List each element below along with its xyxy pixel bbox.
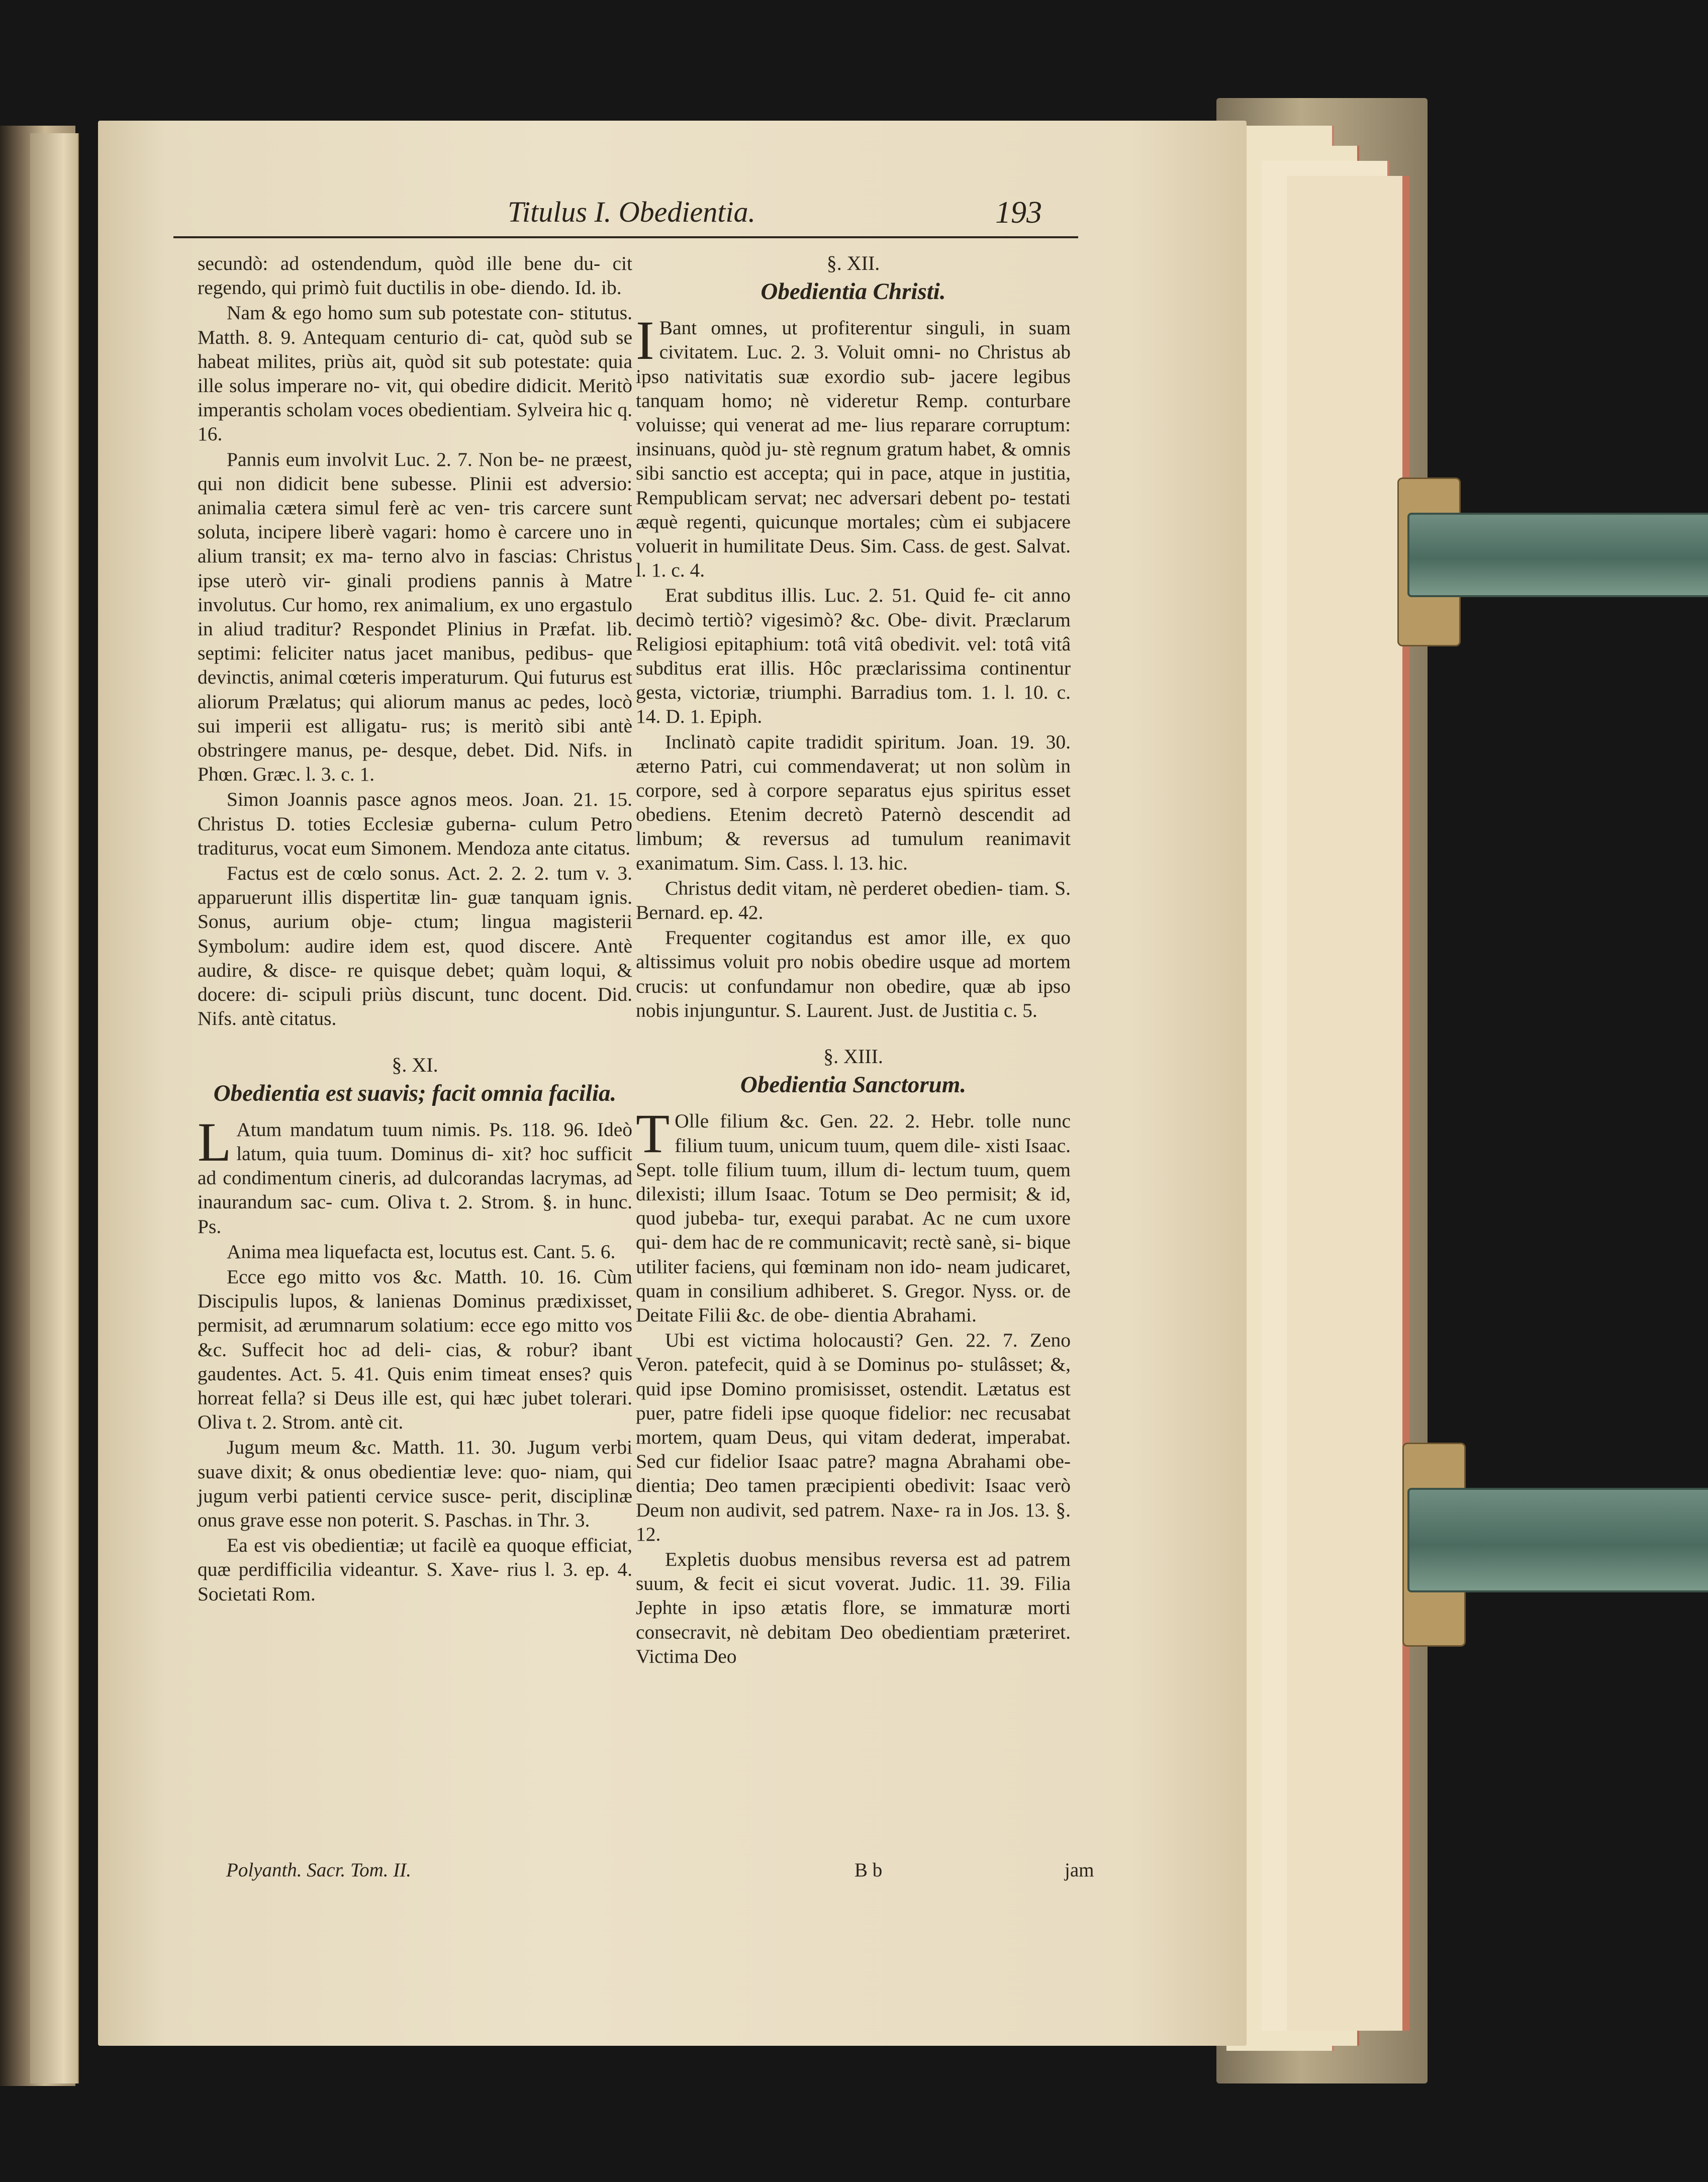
- page-fore-edge: [1287, 176, 1409, 2031]
- paragraph: Ea est vis obedientiæ; ut facilè ea quoque efficiat, quæ perdifficilia videantur. S. Xave- rius l. 3. ep. 4. Societati Rom.: [198, 1534, 632, 1605]
- running-head: Titulus I. Obedientia.: [508, 196, 755, 228]
- header-rule: [173, 236, 1078, 238]
- paragraph: Nam & ego homo sum sub potestate con- stitutus. Matth. 8. 9. Antequam centurio di- cat, quòd sub se habeat milites, priùs ait, quòd sit sub potestate: quia ille solus imperare no- vit, qui obedire didicit. Meritò imperantis scholam voces obedientiam. Sylveira hic q. 16.: [198, 302, 632, 445]
- page-number: 193: [995, 196, 1042, 230]
- paragraph: secundò: ad ostendendum, quòd ille bene du- cit regendo, qui primò fuit ductilis in obe- diendo. Id. ib.: [198, 252, 632, 299]
- paragraph: Jugum meum &c. Matth. 11. 30. Jugum verbi suave dixit; & onus obedientiæ leve: quo- niam, qui jugum verbi patienti cervice susce- perit, disciplinæ onus grave esse non poterit. S. Paschas. in Thr. 3.: [198, 1436, 632, 1531]
- paragraph: Ubi est victima holocausti? Gen. 22. 7. Zeno Veron. patefecit, quid à se Dominus po- stulâsset; &, quid ipse Domino promisisset, ostendit. Lætatus est puer, patre fideli ipse quoque fidelior: nec recusabat mortem, quam Deus, qui vitam dederat, imperabat. Sed cur fidelior Isaac patre? magna Abrahami obe- dientia; Deo tamen præcipienti obedivit: Isaac verò Deum non audivit, sed patrem. Naxe- ra in Jos. 13. §. 12.: [636, 1329, 1071, 1545]
- left-column: [198, 251, 632, 1607]
- paragraph: Pannis eum involvit Luc. 2. 7. Non be- ne præest, qui non didicit bene subesse. Plinii est adversio: animalia cætera simul ferè ac ven- tris carcere sunt soluta, incipere liberè vagari: homo è carcere uno in alium transit; ex ma- terno alvo in fascias: Christus ipse uterò vir- ginali prodiens pannis à Matre involutus. Cur homo, rex animalium, ex uno ergastulo in aliud traditur? Respondet Plinius in Præfat. lib. septimi: feliciter natus jacet manibus, pedibus- que devinctis, animal cœteris imperaturum. Qui futurus est aliorum Prælatus; qui aliorum manus ac pedes, locò sui imperii est alligatu- rus; is meritò sibi antè obstringere manus, pe- desque, debet. Did. Nifs. in Phœn. Græc. l. 3. c. 1.: [198, 448, 632, 786]
- paragraph: Christus dedit vitam, nè perderet obedien- tiam. S. Bernard. ep. 42.: [636, 877, 1071, 924]
- paragraph: [636, 310, 1071, 582]
- section-title: Obedientia est suavis; facit omnia facilia.: [213, 1080, 617, 1106]
- section-number: §. XII.: [826, 252, 880, 274]
- paragraph: Expletis duobus mensibus reversa est ad patrem suum, & fecit ei sicut voverat. Judic. 11. 39. Filia Jephte in ipso ætatis flore, se immaturæ morti consecravit, nè debitam Deo obedientiam præteriret. Victima Deo: [636, 1548, 1071, 1667]
- paragraph-text: Bant omnes, ut profiterentur singuli, in suam civitatem. Luc. 2. 3. Voluit omni- no Christus ab ipso nativitatis suæ exordio sub- jacere legibus tanquam homo; nè videretur Remp. conturbare voluisse; qui venerat ad me- lius reparare corruptum: insinuans, quòd ju- stè regnum gratum habet, & omnis sibi sanctio est accepta; qui in pace, atque in justitia, Rempublicam servat; nec adversari debent po- testati æquè regenti, quicunque mortales; cùm ei subjacere voluerit in humilitate Deus. Sim. Cass. de gest. Salvat. l. 1. c. 4.: [636, 317, 1071, 582]
- section-title: Obedientia Sanctorum.: [740, 1072, 967, 1098]
- paragraph: Ecce ego mitto vos &c. Matth. 10. 16. Cùm Discipulis lupos, & lanienas Dominus prædixisset, permisit, ad ærumnarum solatium: ecce ego mitto vos &c. Suffecit hoc ad deli- cias, & robur? ibant gaudentes. Act. 5. 41. Quis enim timeat enses? quis horreat fella? si Deus ille est, qui hæc jubet tolerari. Oliva t. 2. Strom. antè cit.: [198, 1265, 632, 1434]
- drop-cap: L: [198, 1111, 232, 1173]
- paragraph-text: Olle filium &c. Gen. 22. 2. Hebr. tolle nunc filium tuum, unicum tuum, quem dile- xisti Isaac. Sept. tolle filium tuum, illum di- lectum tuum, quem dilexisti; illum Isaac. Totum se Deo permisit; & id, quod jubeba- tur, exequi parabat. Ac ne cum uxore qui- dem hac de re communicavit; rectè sanè, si- bique utiliter faciens, qui fœminam non ido- neam judicaret, quam in consilium adhiberet. S. Gregor. Nyss. or. de Deitate Filii &c. de obe- dientia Abrahami.: [636, 1110, 1071, 1326]
- paragraph: [636, 1103, 1071, 1327]
- section-number: §. XIII.: [823, 1045, 883, 1068]
- paragraph: Frequenter cogitandus est amor ille, ex quo altissimus voluit pro nobis obedire usque ad mortem crucis: ut confundamur non obedire, quæ ab ipso nobis injunguntur. S. Laurent. Just. de Justitia c. 5.: [636, 926, 1071, 1021]
- section-number: §. XI.: [392, 1053, 438, 1076]
- right-column: [636, 251, 1071, 1669]
- paragraph-text: Atum mandatum tuum nimis. Ps. 118. 96. Ideò latum, quia tuum. Dominus di- xit? hoc sufficit ad condimentum cineris, ad dulcorandas lacrymas, ad inaurandum sac- cum. Oliva t. 2. Strom. §. in hunc. Ps.: [198, 1118, 632, 1238]
- drop-cap: I: [636, 310, 654, 371]
- paragraph: Inclinatò capite tradidit spiritum. Joan. 19. 30. æterno Patri, cui commendaverat; ut non solùm in corpore, sed à corpore separatus ejus spiritus esset obediens. Etenim decretò Paternò descendit ad limbum; & reversus ad tumulum reanimavit exanimatum. Sim. Cass. l. 13. hic.: [636, 730, 1071, 874]
- catchword: jam: [1065, 1859, 1094, 1881]
- paragraph: Simon Joannis pasce agnos meos. Joan. 21. 15. Christus D. toties Ecclesiæ guberna- culum Petro traditurus, vocat eum Simonem. Mendoza ante citatus.: [198, 788, 632, 859]
- paragraph: Erat subditus illis. Luc. 2. 51. Quid fe- cit anno decimò tertiò? vigesimò? &c. Obe- divit. Præclarum Religiosi epitaphium: totâ vitâ obedivit. vel: totâ vitâ subditus erat illis. Hôc præclarissima continentur gesta, victoriæ, triumphi. Barradius tom. 1. l. 10. c. 14. D. 1. Epiph.: [636, 584, 1071, 728]
- signature-mark: B b: [855, 1859, 883, 1881]
- paragraph: Factus est de cœlo sonus. Act. 2. 2. 2. tum v. 3. apparuerunt illis dispertitæ lin- guæ tanquam ignis. Sonus, aurium obje- ctum; lingua magisterii Symbolum: audire idem est, quod discere. Antè audire, & disce- re quisque debet; quàm loqui, & docere: di- scipuli priùs discunt, tunc docent. Did. Nifs. antè citatus.: [198, 862, 632, 1030]
- metal-clasp-lower: [1407, 1488, 1708, 1592]
- previous-page-edge: [30, 133, 79, 2083]
- drop-cap: T: [636, 1103, 670, 1165]
- paragraph: Anima mea liquefacta est, locutus est. Cant. 5. 6.: [227, 1240, 616, 1263]
- paragraph: [198, 1111, 632, 1239]
- metal-clasp-upper: [1407, 513, 1708, 597]
- section-title: Obedientia Christi.: [761, 278, 946, 305]
- signature-line: Polyanth. Sacr. Tom. II.: [226, 1859, 411, 1881]
